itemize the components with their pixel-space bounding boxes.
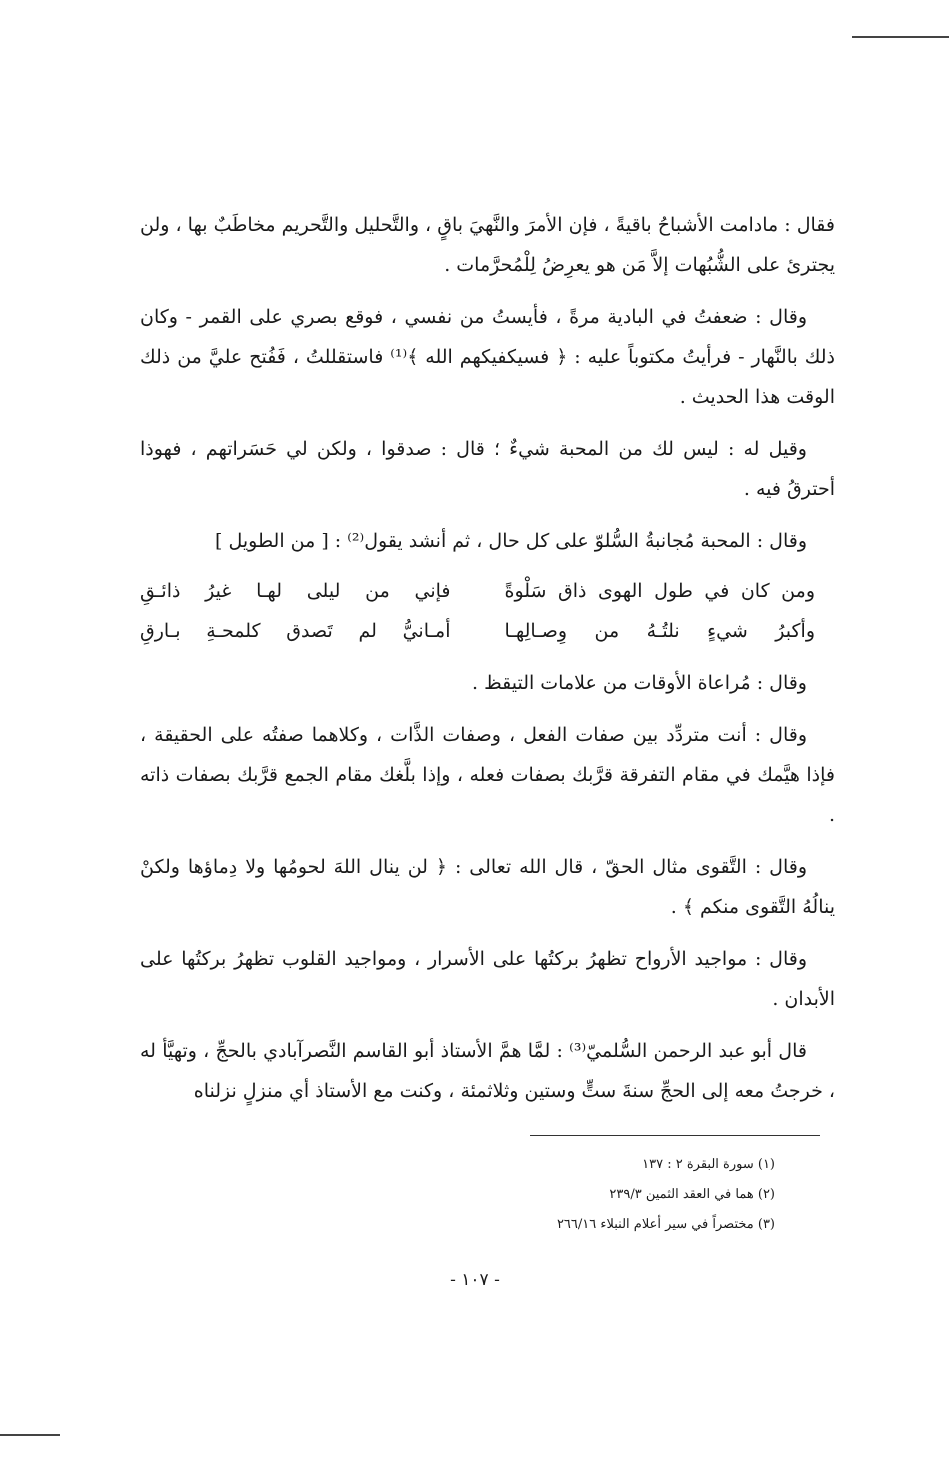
verse-first-hemistich: ومن كان في طول الهوى ذاق سَلْوةً [504, 580, 815, 602]
poem-verse [140, 571, 815, 611]
paragraph: وقيل له : ليس لك من المحبة شيءٌ ؛ قال : صدقوا ، ولكن لي حَسَراتهم ، فهوذا أحترقُ فيه . [140, 438, 835, 500]
poem-verse [140, 611, 815, 651]
paragraph: وقال : ضعفتُ في البادية مرةً ، فأيستُ من نفسي ، فوقع بصري على القمر - وكان ذلك بالنَّهار - فرأيتُ مكتوباً عليه : ﴿ فسيكفيكهم الله ﴾⁽¹⁾ فاستقللتُ ، فَفُتح عليَّ من ذلك الوقت هذا الحديث . [140, 306, 835, 408]
footnotes [400, 1150, 775, 1240]
verse-first-hemistich: وأكبرُ شيءٍ نلتُـهُ من وِصـالِهـا [504, 620, 815, 642]
verse-second-hemistich: فإني من ليلى لهـا غيرُ ذائـقِ [140, 580, 451, 602]
footnote: (١) سورة البقرة ٢ : ١٣٧ [642, 1157, 775, 1172]
body-text [140, 205, 835, 1123]
paragraph: وقال : مُراعاة الأوقات من علامات التيقظ . [472, 672, 807, 694]
footnote: (٢) هما في العقد الثمين ٢٣٩/٣ [609, 1187, 775, 1202]
poem [140, 571, 835, 651]
page-number: - ١٠٧ - [450, 1270, 500, 1290]
verse-second-hemistich: أمـانيُّ لم تَصدق كلمحـةِ بـارقِ [140, 620, 451, 642]
paragraph: قال أبو عبد الرحمن السُّلميّ⁽³⁾ : لمَّا همَّ الأستاذ أبو القاسم النَّصرآبادي بالحجِّ ، وتهيَّأ له ، خرجتُ معه إلى الحجِّ سنةَ ستٍّ وستين وثلاثمئة ، وكنت مع الأستاذ أي منزلٍ نزلناه [140, 1040, 835, 1102]
paragraph: وقال : أنت متردِّد بين صفات الفعل ، وصفات الذَّات ، وكلاهما صفتُه على الحقيقة ، فإذا هيَّمك في مقام التفرقة قرَّبك بصفات فعله ، وإذا بلَّغك مقام الجمع قرَّبك بصفات ذاته . [140, 724, 835, 826]
bottom-edge-rule [0, 1434, 60, 1436]
paragraph: فقال : مادامت الأشباحُ باقيةً ، فإن الأمرَ والنَّهيَ باقٍ ، والتَّحليل والتَّحريم مخاطَبٌ بها ، ولن يجترئ على الشُّبُهات إلاَّ مَن هو يعرِضُ لِلْمُحرَّمات . [140, 214, 835, 276]
paragraph: وقال : التَّقوى مثال الحقّ ، قال الله تعالى : ﴿ لن ينال اللهَ لحومُها ولا دِماؤها ولكنْ ينالُهُ التَّقوى منكم ﴾ . [140, 856, 835, 918]
top-edge-rule [852, 36, 949, 38]
footnote: (٣) مختصراً في سير أعلام النبلاء ٢٦٦/١٦ [556, 1217, 775, 1232]
paragraph: وقال : مواجيد الأرواح تظهرُ بركتُها على الأسرار ، ومواجيد القلوب تظهرُ بركتُها على الأبدان . [140, 948, 835, 1010]
poem-intro: وقال : المحبة مُجانبةُ السُّلوّ على كل حال ، ثم أنشد يقول⁽²⁾ : [ من الطويل ] [215, 530, 807, 552]
footnote-separator [530, 1135, 820, 1136]
